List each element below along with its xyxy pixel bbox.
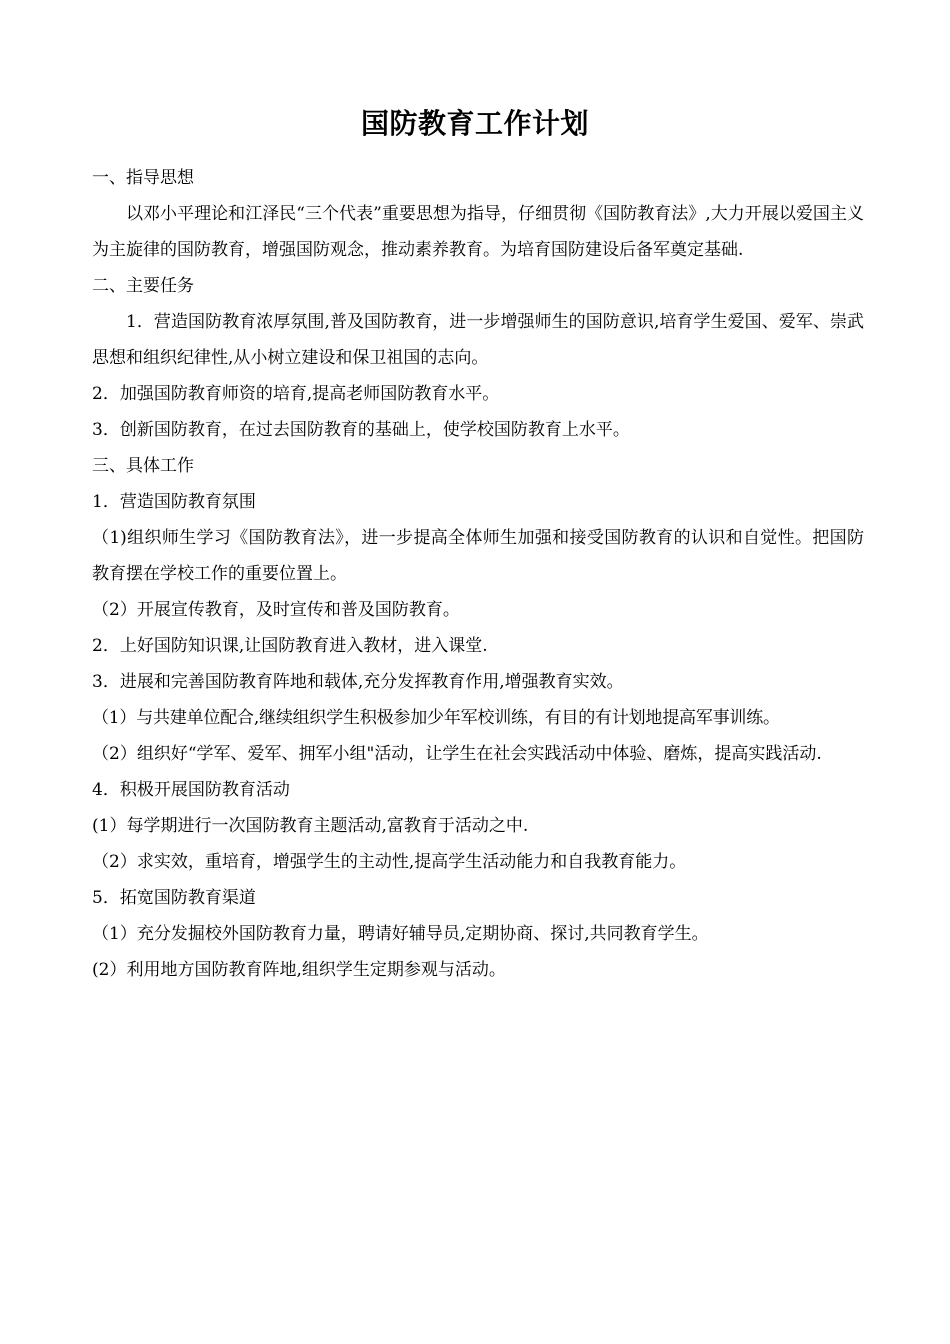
guiding-ideology-paragraph: 以邓小平理论和江泽民“三个代表”重要思想为指导，仔细贯彻《国防教育法》,大力开展以爱国主义为主旋律的国防教育，增强国防观念，推动素养教育。为培育国防建设后备军奠定基础. <box>92 204 864 260</box>
section-heading-specific-work: 三、具体工作 <box>92 456 194 476</box>
work-item-1: 1．营造国防教育氛围 <box>92 492 256 512</box>
main-task-item-2: 2．加强国防教育师资的培育,提高老师国防教育水平。 <box>92 384 500 404</box>
work-item-4: 4．积极开展国防教育活动 <box>92 780 290 800</box>
work-item-4-sub-2: （2）求实效，重培育，增强学生的主动性,提高学生活动能力和自我教育能力。 <box>92 852 687 872</box>
work-item-3-sub-2: （2）组织好“学军、爱军、拥军小组"活动，让学生在社会实践活动中体验、磨炼，提高实践活动. <box>92 744 822 764</box>
document-body <box>92 160 864 988</box>
work-item-3-sub-1: （1）与共建单位配合,继续组织学生积极参加少年军校训练，有目的有计划地提高军事训练。 <box>92 708 780 728</box>
work-item-5-sub-2: (2）利用地方国防教育阵地,组织学生定期参观与活动。 <box>92 960 506 980</box>
main-task-item-3: 3．创新国防教育，在过去国防教育的基础上，使学校国防教育上水平。 <box>92 420 630 440</box>
document-title: 国防教育工作计划 <box>360 107 589 140</box>
work-item-3: 3．进展和完善国防教育阵地和载体,充分发挥教育作用,增强教育实效。 <box>92 672 624 692</box>
section-heading-main-tasks: 二、主要任务 <box>92 276 194 296</box>
work-item-1-sub-1: （1)组织师生学习《国防教育法》，进一步提高全体师生加强和接受国防教育的认识和自觉性。把国防教育摆在学校工作的重要位置上。 <box>92 528 864 584</box>
work-item-1-sub-2: （2）开展宣传教育，及时宣传和普及国防教育。 <box>92 600 460 620</box>
work-item-2: 2．上好国防知识课,让国防教育进入教材，进入课堂. <box>92 636 488 656</box>
work-item-5-sub-1: （1）充分发掘校外国防教育力量，聘请好辅导员,定期协商、探讨,共同教育学生。 <box>92 924 709 944</box>
work-item-4-sub-1: (1）每学期进行一次国防教育主题活动,富教育于活动之中. <box>92 816 529 836</box>
section-heading-guiding-ideology: 一、指导思想 <box>92 168 194 188</box>
work-item-5: 5．拓宽国防教育渠道 <box>92 888 256 908</box>
main-task-item-1: 1．营造国防教育浓厚氛围,普及国防教育，进一步增强师生的国防意识,培育学生爱国、爱军、崇武思想和组织纪律性,从小树立建设和保卫祖国的志向。 <box>92 312 864 368</box>
